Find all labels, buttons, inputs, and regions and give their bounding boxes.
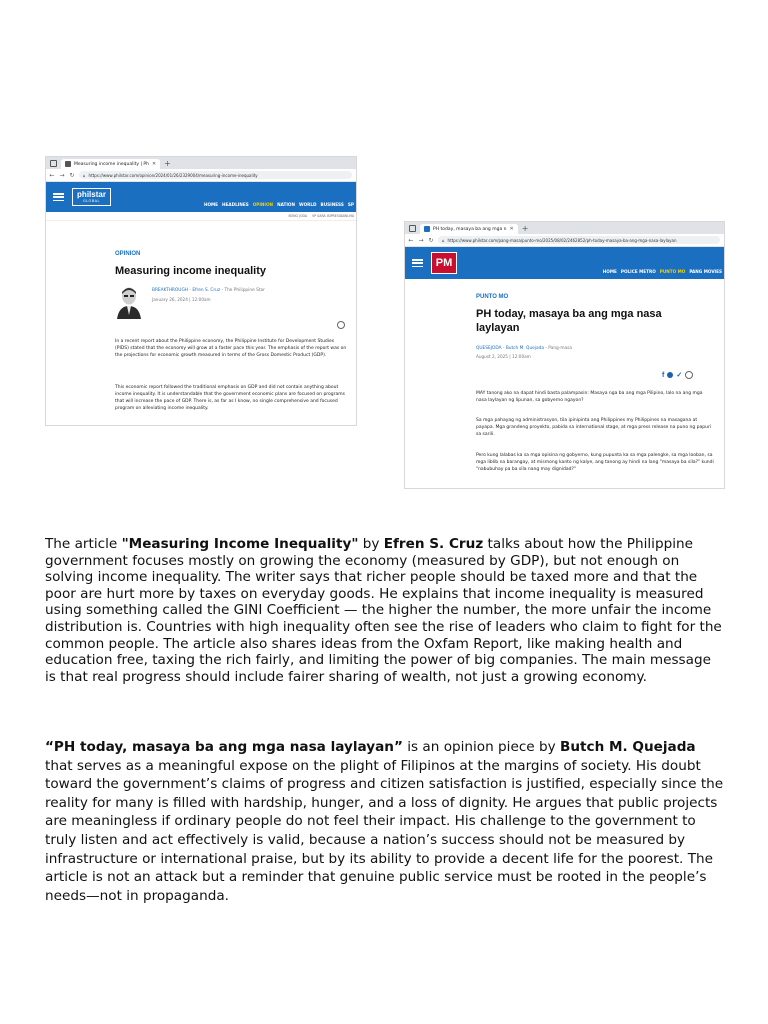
article-headline: PH today, masaya ba ang mga nasa laylayan bbox=[476, 308, 662, 334]
browser-tab-bar bbox=[46, 157, 356, 169]
nav-link-world[interactable]: WORLD bbox=[298, 202, 317, 207]
byline-column[interactable]: BREAKTHROUGH bbox=[152, 288, 189, 293]
pangmasa-article-screenshot bbox=[405, 222, 724, 488]
menu-icon[interactable] bbox=[412, 259, 423, 267]
article-date: January 26, 2024 | 12:00am bbox=[152, 297, 211, 302]
url-text: https://www.philstar.com/pang-masa/punto-mo/2025/08/02/2462852/ph-today-masaya-ba-ang-mga-nasa-laylayan bbox=[447, 237, 677, 243]
share-icons bbox=[662, 371, 693, 379]
site-nav bbox=[603, 269, 722, 274]
url-field[interactable] bbox=[79, 171, 352, 179]
nav-link-home[interactable]: HOME bbox=[203, 202, 219, 207]
back-icon[interactable]: ← bbox=[49, 171, 55, 179]
nav-link-sp[interactable]: SP bbox=[347, 202, 354, 207]
trending-bar bbox=[46, 212, 356, 221]
tab-title: Measuring income inequality | Ph bbox=[74, 161, 149, 167]
nav-link-nation[interactable]: NATION bbox=[277, 202, 295, 207]
lock-icon: ⌂ bbox=[442, 237, 445, 243]
nav-link-opinion[interactable]: OPINION bbox=[252, 202, 274, 207]
section-kicker[interactable]: PUNTO MO bbox=[476, 294, 509, 300]
nav-link-headlines[interactable]: HEADLINES bbox=[222, 202, 249, 207]
article-paragraph: In a recent report about the Philippine economy, the Philippine Institute for Development Studies (PIDS) stated that the economy will grow at a faster pace this year. The emphasis of the report was on the projections for economic growth measured in terms of the Gross Domestic Product (GDP). bbox=[115, 339, 347, 358]
browser-tab[interactable] bbox=[61, 159, 160, 169]
favicon-icon bbox=[424, 226, 430, 232]
essay-paragraph-1: The article "Measuring Income Inequality" by Efren S. Cruz talks about how the Philippine government focuses mostly on growing the economy (measured by GDP), but not enough on solving income inequality. The writer says that richer people should be taxed more and that the poor are hurt more by taxes on everyday goods. He explains that income inequality is measured using something called the GINI Coefficient — the higher the number, the more unfair the income distribution is. Countries with high inequality often see the rise of leaders who claim to fight for the common people. The article also shares ideas from the Oxfam Report, like making health and education free, taxing the rich fairly, and limiting the power of big companies. The main message is that real progress should include fairer sharing of wealth, not just a growing economy. bbox=[45, 536, 722, 685]
favicon-icon bbox=[65, 161, 71, 167]
facebook-icon[interactable]: f bbox=[662, 371, 665, 379]
url-field[interactable] bbox=[438, 236, 720, 244]
byline-column[interactable]: QUESEJODA bbox=[476, 346, 502, 351]
article-title: “PH today, masaya ba ang mga nasa laylayan” bbox=[45, 739, 403, 755]
article-title: "Measuring Income Inequality" bbox=[121, 536, 359, 552]
pm-logo[interactable]: PM bbox=[431, 252, 457, 274]
address-bar bbox=[46, 169, 356, 182]
site-header bbox=[46, 182, 356, 212]
comment-icon[interactable] bbox=[685, 371, 693, 379]
article-byline: QUESEJODA - Butch M. Quejada - Pang-masa bbox=[476, 346, 573, 351]
article-byline: BREAKTHROUGH - Efren S. Cruz - The Philippine Star bbox=[152, 288, 265, 293]
nav-link-business[interactable]: BUSINESS bbox=[320, 202, 344, 207]
article-headline: Measuring income inequality bbox=[115, 265, 266, 277]
plus-icon[interactable]: + bbox=[521, 224, 529, 233]
browser-tab[interactable] bbox=[420, 224, 518, 234]
comment-icon[interactable] bbox=[337, 321, 345, 329]
nav-link-home[interactable]: HOME bbox=[602, 269, 617, 274]
browser-tab-bar bbox=[405, 222, 724, 234]
site-nav bbox=[204, 202, 354, 207]
philstar-article-screenshot bbox=[46, 157, 356, 425]
byline-outlet: Pang-masa bbox=[548, 346, 573, 351]
lock-icon: ⌂ bbox=[83, 172, 86, 178]
menu-icon[interactable] bbox=[53, 193, 64, 201]
article-paragraph: This economic report followed the traditional emphasis on GDP and did not contain anything about income inequality. It is understandable that the government economic plans are focused on programs that will increase the pace of GDP. There is, as far as I know, no single comprehensive and focused program on alleviating income inequality. bbox=[115, 385, 345, 411]
forward-icon[interactable]: → bbox=[59, 171, 65, 179]
tab-title: PH today, masaya ba ang mga n bbox=[433, 226, 507, 232]
article-date: August 2, 2025 | 12:00am bbox=[476, 354, 531, 359]
window-icon[interactable] bbox=[408, 224, 417, 233]
nav-link-pang-movies[interactable]: PANG MOVIES bbox=[689, 269, 722, 274]
window-icon[interactable] bbox=[49, 159, 58, 168]
reload-icon[interactable]: ↻ bbox=[69, 171, 75, 179]
nav-link-police-metro[interactable]: POLICE METRO bbox=[620, 269, 656, 274]
byline-author[interactable]: Butch M. Quejada bbox=[505, 346, 544, 351]
trending-item[interactable]: BONG JODA bbox=[288, 214, 308, 218]
article-paragraph: Pero kung lalabas ka sa mga opisina ng gobyerno, kung pupunta ka sa mga palengke, sa mga looban, sa mga liblib na barangay, at mismong kanto ng kalye, ang tanong ay hindi na lang "masaya ba sila?" kundi "nabubuhay pa ba sila nang may dignidad?" bbox=[476, 453, 714, 472]
twitter-icon[interactable]: ✓ bbox=[676, 372, 683, 379]
site-header bbox=[405, 247, 724, 279]
back-icon[interactable]: ← bbox=[408, 236, 414, 244]
section-kicker[interactable]: OPINION bbox=[115, 251, 141, 257]
nav-link-punto-mo[interactable]: PUNTO MO bbox=[659, 269, 686, 274]
trending-item[interactable]: VP SARA ISIPRESIDAWLMA bbox=[312, 214, 354, 218]
essay-paragraph-2: “PH today, masaya ba ang mga nasa laylayan” is an opinion piece by Butch M. Quejada that serves as a meaningful expose on the plight of Filipinos at the margins of society. His doubt toward the government’s claims of progress and citizen satisfaction is justified, especially since the reality for many is filled with hardship, hunger, and a loss of dignity. He argues that public projects are meaningless if ordinary people do not feel their impact. His challenge to the government to truly listen and act effectively is valid, because a nation’s success should not be measured by infrastructure or international praise, but by its ability to provide a decent life for the poorest. The article is not an attack but a reminder that genuine public service must be rooted in the people’s needs—not in propaganda. bbox=[45, 739, 724, 904]
author-avatar bbox=[116, 285, 142, 319]
article-author: Efren S. Cruz bbox=[383, 536, 484, 552]
plus-icon[interactable]: + bbox=[164, 159, 171, 168]
messenger-icon[interactable] bbox=[667, 372, 673, 378]
close-icon[interactable]: ✕ bbox=[151, 161, 157, 167]
reload-icon[interactable]: ↻ bbox=[428, 236, 434, 244]
address-bar bbox=[405, 234, 724, 247]
forward-icon[interactable]: → bbox=[418, 236, 424, 244]
byline-outlet: The Philippine Star bbox=[224, 288, 265, 293]
article-paragraph: Sa mga pahayag ng administrasyon, tila ipinipinta ang Philippines my Philippines na masagana at payapa. Mga grandeng proyekto, pabida sa international stage, at mga press release na puno ng papuri sa sarili. bbox=[476, 418, 712, 437]
byline-author[interactable]: Efren S. Cruz bbox=[192, 288, 221, 293]
article-author: Butch M. Quejada bbox=[559, 739, 696, 755]
article-paragraph: MAY tanong ako na dapat hindi basta palampasin: Masaya nga ba ang mga Pilipino, lalo na ang mga nasa laylayan ng lipunan, sa gobyerno ngayon? bbox=[476, 391, 703, 403]
url-text: https://www.philstar.com/opinion/2024/01/26/2329004/measuring-income-inequality bbox=[88, 172, 258, 178]
close-icon[interactable]: ✕ bbox=[509, 226, 514, 232]
philstar-logo[interactable]: philstar GLOBAL bbox=[72, 188, 111, 206]
